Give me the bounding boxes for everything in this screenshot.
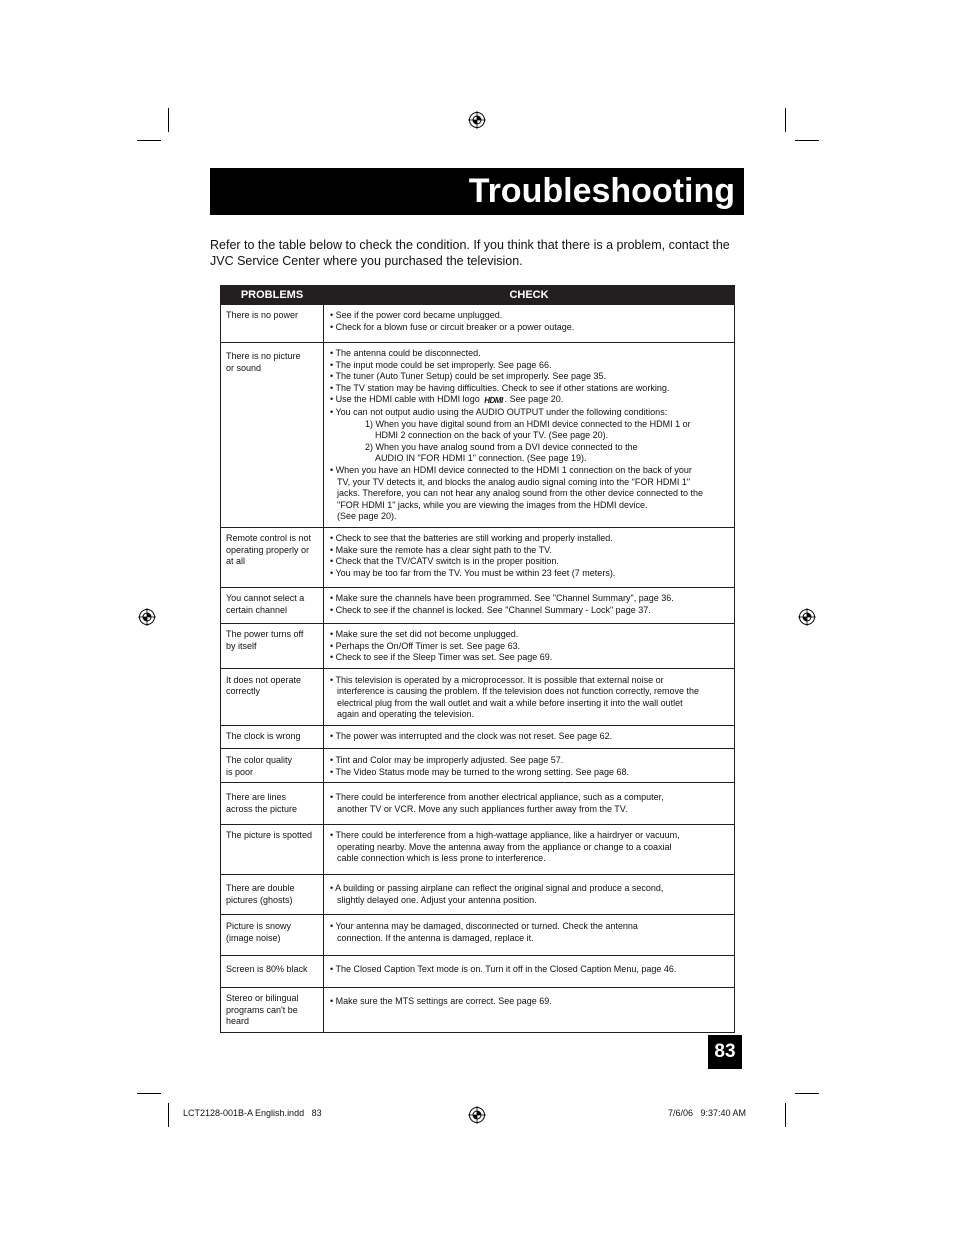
problem-text: The power turns off — [226, 628, 304, 639]
problem-text: pictures (ghosts) — [226, 894, 293, 905]
problem-text: across the picture — [226, 803, 298, 814]
check-cell — [324, 305, 735, 343]
check-text: again and operating the television. — [337, 709, 475, 720]
problem-text: is poor — [226, 766, 254, 777]
check-text: • See if the power cord became unplugged. — [330, 310, 503, 320]
crop-mark — [168, 1103, 169, 1127]
crop-mark — [137, 1093, 161, 1094]
check-text: • The TV station may be having difficulties. Check to see if other stations are working. — [330, 382, 670, 393]
check-text: • The input mode could be set improperly. See page 66. — [330, 359, 552, 370]
problem-text: There are lines — [226, 792, 287, 803]
problem-cell — [221, 875, 324, 915]
problem-cell — [221, 726, 324, 749]
table-row — [221, 956, 735, 988]
problem-text: programs can't be — [226, 1004, 298, 1015]
check-cell — [324, 587, 735, 623]
check-text: • Perhaps the On/Off Timer is set. See page 63. — [330, 640, 521, 651]
problem-text: Remote control is not — [226, 532, 312, 543]
check-text: • The Video Status mode may be turned to the wrong setting. See page 68. — [330, 766, 630, 777]
table-row — [221, 749, 735, 783]
problem-text: certain channel — [226, 604, 288, 615]
check-text: • Check to see if the channel is locked. See "Channel Summary - Lock" page 37. — [330, 604, 651, 615]
check-subitem: 1) When you have digital sound from an HDMI device connected to the HDMI 1 or — [365, 418, 691, 429]
hdmi-line-before: • Use the HDMI cable with HDMI logo — [330, 394, 480, 405]
check-cell — [324, 783, 735, 825]
check-text: • This television is operated by a microprocessor. It is possible that external noise or — [330, 674, 664, 685]
problem-cell — [221, 956, 324, 988]
check-text: (See page 20). — [337, 511, 397, 522]
check-cell — [324, 726, 735, 749]
check-text: • You may be too far from the TV. You must be within 23 feet (7 meters). — [330, 567, 616, 578]
check-text: operating nearby. Move the antenna away from the appliance or change to a coaxial — [337, 841, 672, 852]
table-row — [221, 988, 735, 1033]
check-text: • Check for a blown fuse or circuit breaker or a power outage. — [330, 321, 575, 332]
table-row — [221, 305, 735, 343]
table-row — [221, 668, 735, 725]
crop-mark — [137, 140, 161, 141]
problem-text: There are double — [226, 883, 295, 894]
check-text: cable connection which is less prone to interference. — [337, 853, 546, 864]
page-title: Troubleshooting — [468, 172, 735, 210]
check-subitem: 2) When you have analog sound from a DVI device connected to the — [365, 441, 638, 452]
problem-cell — [221, 623, 324, 668]
problem-cell — [221, 527, 324, 587]
problem-text: Stereo or bilingual — [226, 993, 299, 1004]
problem-cell — [221, 783, 324, 825]
intro-text — [210, 237, 744, 269]
title-bar — [210, 168, 744, 215]
hdmi-logo-icon: HDMI — [484, 396, 503, 406]
problem-text: It does not operate — [226, 674, 302, 685]
check-text: • Make sure the channels have been programmed. See "Channel Summary", page 36. — [330, 592, 674, 603]
table-row — [221, 915, 735, 956]
problem-text: The clock is wrong — [226, 731, 301, 742]
check-text: connection. If the antenna is damaged, replace it. — [337, 932, 534, 943]
problem-text: Screen is 80% black — [226, 964, 308, 975]
problem-text: The color quality — [226, 755, 293, 766]
table-row — [221, 587, 735, 623]
problem-cell — [221, 305, 324, 343]
crop-mark — [795, 1093, 819, 1094]
problem-text: There is no picture — [226, 351, 301, 361]
check-text: • The antenna could be disconnected. — [330, 348, 481, 358]
check-cell — [324, 825, 735, 875]
table-row — [221, 875, 735, 915]
check-text: TV, your TV detects it, and blocks the analog audio signal coming into the "FOR HDMI 1" — [337, 476, 691, 487]
problem-text: by itself — [226, 640, 257, 651]
crop-mark — [785, 1103, 786, 1127]
problem-text: There is no power — [226, 310, 299, 320]
problem-cell — [221, 587, 324, 623]
problem-text: (image noise) — [226, 932, 281, 943]
check-text — [330, 394, 728, 407]
check-cell — [324, 875, 735, 915]
problem-text: at all — [226, 556, 246, 567]
check-text: jacks. Therefore, you can not hear any analog sound from the other device connected to the — [337, 488, 704, 499]
problem-cell — [221, 749, 324, 783]
problem-text: Picture is snowy — [226, 921, 292, 932]
check-cell — [324, 668, 735, 725]
check-text: • Check that the TV/CATV switch is in the proper position. — [330, 556, 559, 567]
intro-line: JVC Service Center where you purchased the television. — [210, 254, 523, 268]
check-text: • Check to see if the Sleep Timer was set. See page 69. — [330, 652, 553, 663]
table-header-row — [221, 286, 735, 305]
check-cell — [324, 343, 735, 528]
registration-mark-icon — [468, 111, 486, 129]
check-text: interference is causing the problem. If the television does not function correctly, remove the — [337, 686, 700, 697]
intro-line: Refer to the table below to check the condition. If you think that there is a problem, contact the — [210, 238, 730, 252]
table-row — [221, 726, 735, 749]
check-text: • There could be interference from another electrical appliance, such as a computer, — [330, 792, 664, 803]
crop-mark — [795, 140, 819, 141]
crop-mark — [168, 108, 169, 132]
check-text: • A building or passing airplane can reflect the original signal and produce a second, — [330, 883, 664, 894]
problem-cell — [221, 343, 324, 528]
problem-text: The picture is spotted — [226, 830, 313, 841]
problem-text: You cannot select a — [226, 592, 305, 603]
problem-cell — [221, 668, 324, 725]
check-text: • The tuner (Auto Tuner Setup) could be set improperly. See page 35. — [330, 371, 606, 382]
check-cell — [324, 749, 735, 783]
footer-date: 7/6/06 9:37:40 AM — [668, 1108, 747, 1118]
check-text: another TV or VCR. Move any such appliances further away from the TV. — [337, 803, 628, 814]
table-row — [221, 783, 735, 825]
check-cell — [324, 527, 735, 587]
registration-mark-icon — [798, 608, 816, 626]
check-text: • The Closed Caption Text mode is on. Turn it off in the Closed Caption Menu, page 46. — [330, 964, 677, 975]
check-text: • Tint and Color may be improperly adjusted. See page 57. — [330, 755, 564, 766]
check-text: • Make sure the MTS settings are correct. See page 69. — [330, 996, 552, 1007]
problem-cell — [221, 915, 324, 956]
hdmi-line-after: . See page 20. — [504, 394, 564, 405]
troubleshooting-table — [220, 285, 735, 1033]
check-cell — [324, 915, 735, 956]
check-cell — [324, 988, 735, 1033]
check-text: • Check to see that the batteries are still working and properly installed. — [330, 532, 613, 543]
check-text: • Make sure the set did not become unplugged. — [330, 628, 519, 639]
table-row — [221, 343, 735, 528]
footer-file-info: LCT2128-001B-A English.indd 83 — [183, 1108, 322, 1118]
check-cell — [324, 956, 735, 988]
check-text: • When you have an HDMI device connected to the HDMI 1 connection on the back of your — [330, 464, 692, 475]
problems-header: PROBLEMS — [221, 286, 324, 305]
problem-cell — [221, 825, 324, 875]
check-subitem: AUDIO IN "FOR HDMI 1" connection. (See page 19). — [375, 453, 587, 464]
check-header: CHECK — [324, 286, 735, 305]
problem-text: operating properly or — [226, 544, 310, 555]
check-text: "FOR HDMI 1" jacks, while you are viewing the images from the HDMI device. — [337, 499, 648, 510]
problem-text: heard — [226, 1016, 250, 1027]
check-subitem: HDMI 2 connection on the back of your TV. (See page 20). — [375, 430, 609, 441]
check-text: • Your antenna may be damaged, disconnected or turned. Check the antenna — [330, 921, 638, 932]
registration-mark-icon — [468, 1106, 486, 1124]
check-text: • You can not output audio using the AUDIO OUTPUT under the following conditions: — [330, 406, 668, 417]
page-number: 83 — [708, 1035, 742, 1069]
check-text: • The power was interrupted and the clock was not reset. See page 62. — [330, 731, 613, 742]
table-row — [221, 825, 735, 875]
crop-mark — [785, 108, 786, 132]
check-text: slightly delayed one. Adjust your antenna position. — [337, 894, 537, 905]
problem-text: or sound — [226, 362, 262, 373]
check-cell — [324, 623, 735, 668]
table-row — [221, 527, 735, 587]
check-text: • Make sure the remote has a clear sight path to the TV. — [330, 544, 552, 555]
registration-mark-icon — [138, 608, 156, 626]
problem-text: correctly — [226, 686, 261, 697]
check-text: • There could be interference from a high-wattage appliance, like a hairdryer or vacuum, — [330, 830, 680, 841]
problem-cell — [221, 988, 324, 1033]
check-text: electrical plug from the wall outlet and wait a while before inserting it into the wall outlet — [337, 697, 683, 708]
table-row — [221, 623, 735, 668]
